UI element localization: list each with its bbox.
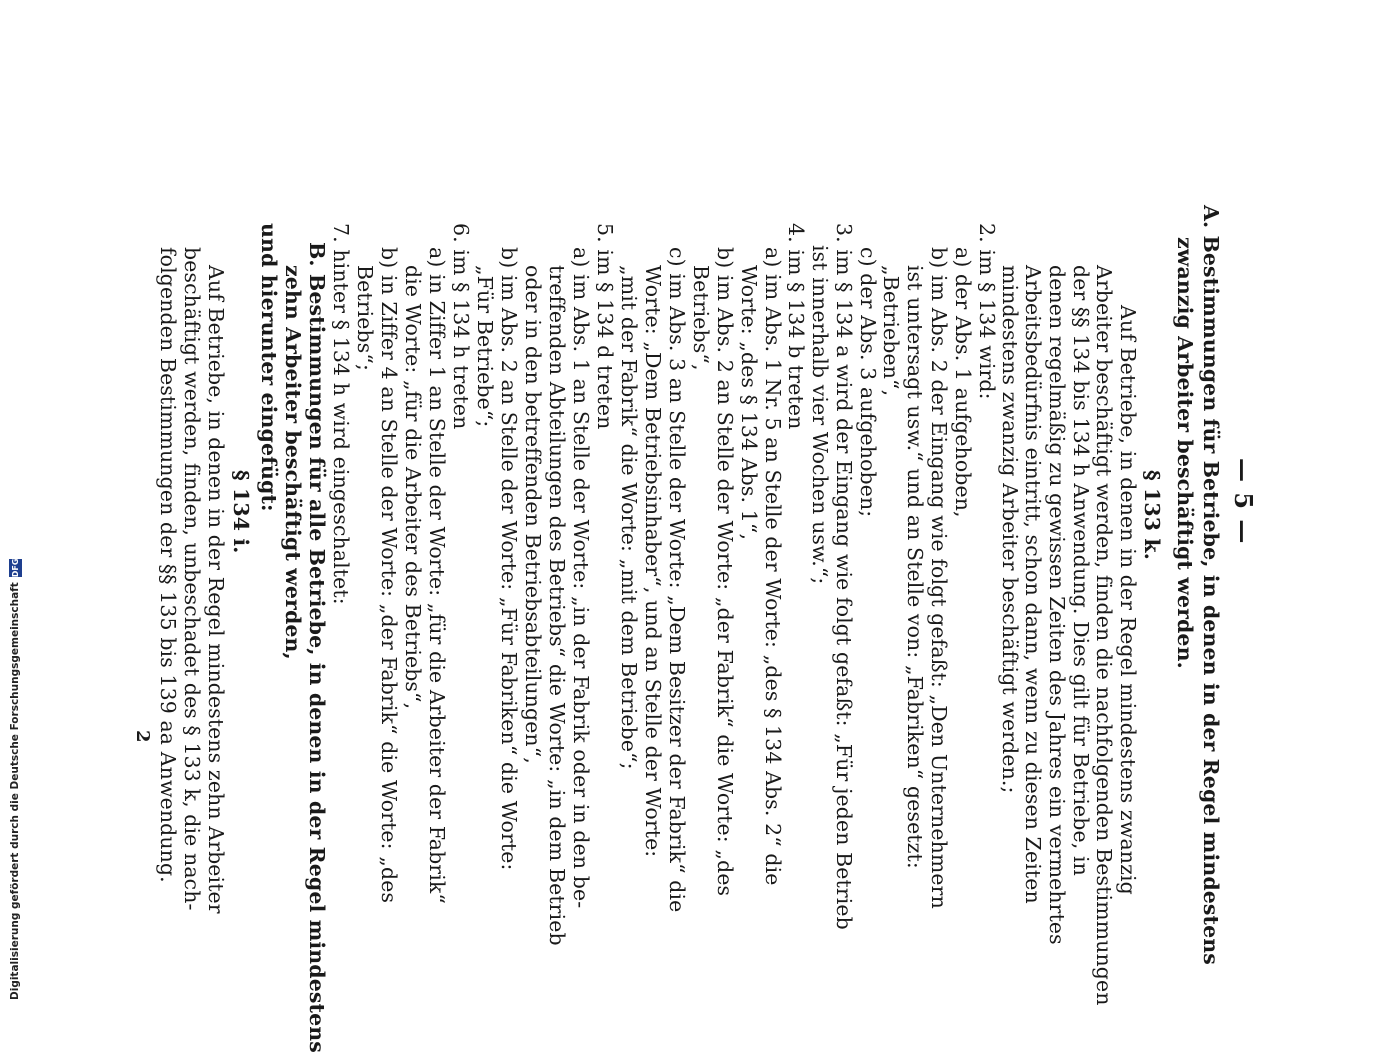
text-line: und hierunter eingefügt: [257, 223, 281, 512]
text-line: Worte: „Dem Betriebsinhaber“, und an Stelle der Worte: [641, 265, 665, 858]
funding-note [5, 558, 25, 1000]
section-heading-a-cont: zwanzig Arbeiter beschäftigt werden. [1173, 237, 1197, 669]
text-line: treffenden Abteilungen des Betriebs“ die Worte: „in dem Betrieb [545, 265, 569, 946]
item-5: 5. im § 134 d treten [593, 223, 617, 430]
sheet-signature: 2 [132, 730, 153, 743]
page-number-header: — 5 — [1229, 458, 1258, 545]
text-line: ist untersagt usw.“ und an Stelle von: „Fabriken“ gesetzt: [903, 265, 927, 869]
text-line: Auf Betriebe, in denen in der Regel mindestens zwanzig [1116, 305, 1140, 895]
item-4: 4. im § 134 b treten [784, 223, 808, 430]
item-6b: b) in Ziffer 4 an Stelle der Worte: „der Fabrik“ die Worte: „des [377, 247, 401, 904]
text-line: die Worte: „für die Arbeiter des Betriebs“, [401, 265, 425, 710]
section-heading-b-cont: zehn Arbeiter beschäftigt werden, [281, 265, 305, 660]
item-4a: a) im Abs. 1 Nr. 5 an Stelle der Worte: „des § 134 Abs. 2“ die [761, 247, 785, 886]
section-heading-b: B. Bestimmungen für alle Betriebe, in denen in der Regel mindestens [305, 242, 329, 1053]
text-line: Auf Betriebe, in denen in der Regel mindestens zehn Arbeiter [204, 265, 228, 914]
item-6a: a) in Ziffer 1 an Stelle der Worte: „für die Arbeiter der Fabrik“ [425, 247, 449, 904]
text-line: Arbeitsbedürfnis eintritt, schon dann, wenn zu diesen Zeiten [1021, 265, 1045, 904]
item-2c: c) der Abs. 3 aufgehoben; [856, 247, 880, 518]
text-line: oder in den betreffenden Betriebsabteilungen“, [521, 265, 545, 764]
section-heading-a: A. Bestimmungen für Betriebe, in denen in der Regel mindestens [1199, 205, 1223, 965]
funding-note-text: Digitalisierung gefördert durch die Deutsche Forschungsgemeinschaft [9, 582, 21, 1000]
text-line: beschäftigt werden, finden, unbeschadet des § 133 k, die nach- [180, 247, 204, 911]
text-line: denen regelmäßig zu gewissen Zeiten des Jahres ein vermehrtes [1045, 265, 1069, 945]
text-line: folgenden Bestimmungen der §§ 135 bis 139 aa Anwendung. [156, 247, 180, 883]
text-line: mindestens zwanzig Arbeiter beschäftigt werden.; [998, 265, 1022, 794]
item-3: 3. im § 134 a wird der Eingang wie folgt gefaßt: „Für jeden Betrieb [832, 223, 856, 930]
text-line: Betriebs“, [689, 265, 713, 371]
item-6: 6. im § 134 h treten [449, 223, 473, 430]
item-4c: c) im Abs. 3 an Stelle der Worte: „Dem Besitzer der Fabrik“ die [665, 247, 689, 913]
item-7: 7. hinter § 134 h wird eingeschaltet: [329, 223, 353, 605]
text-line: Betriebs“; [353, 265, 377, 371]
item-2b: b) im Abs. 2 der Eingang wie folgt gefaßt: „Den Unternehmern [927, 247, 951, 909]
paragraph-133k-title: § 133 k. [1140, 470, 1164, 560]
item-4b: b) im Abs. 2 an Stelle der Worte: „der Fabrik“ die Worte: „des [713, 247, 737, 897]
text-line: der §§ 134 bis 134 h Anwendung. Dies gilt für Betriebe, in [1069, 265, 1093, 876]
item-2a: a) der Abs. 1 aufgehoben, [951, 247, 975, 518]
text-line: ist innerhalb vier Wochen usw.“; [808, 245, 832, 585]
text-line: „mit der Fabrik“ die Worte: „mit dem Betriebe“; [617, 265, 641, 770]
text-line: Arbeiter beschäftigt werden, finden die nachfolgenden Bestimmungen [1092, 265, 1116, 1006]
item-5b: b) im Abs. 2 an Stelle der Worte: „Für Fabriken“ die Worte: [497, 247, 521, 871]
item-5a: a) im Abs. 1 an Stelle der Worte: „in der Fabrik oder in den be- [569, 247, 593, 909]
dfg-logo-icon: DFG [10, 558, 20, 578]
text-line: Worte: „des § 134 Abs. 1“, [737, 265, 761, 541]
text-line: „Betrieben“, [879, 265, 903, 397]
paragraph-134i-title: § 134 i. [229, 470, 253, 554]
item-2: 2. im § 134 wird: [975, 223, 999, 400]
text-line: „Für Betriebe“; [473, 265, 497, 428]
